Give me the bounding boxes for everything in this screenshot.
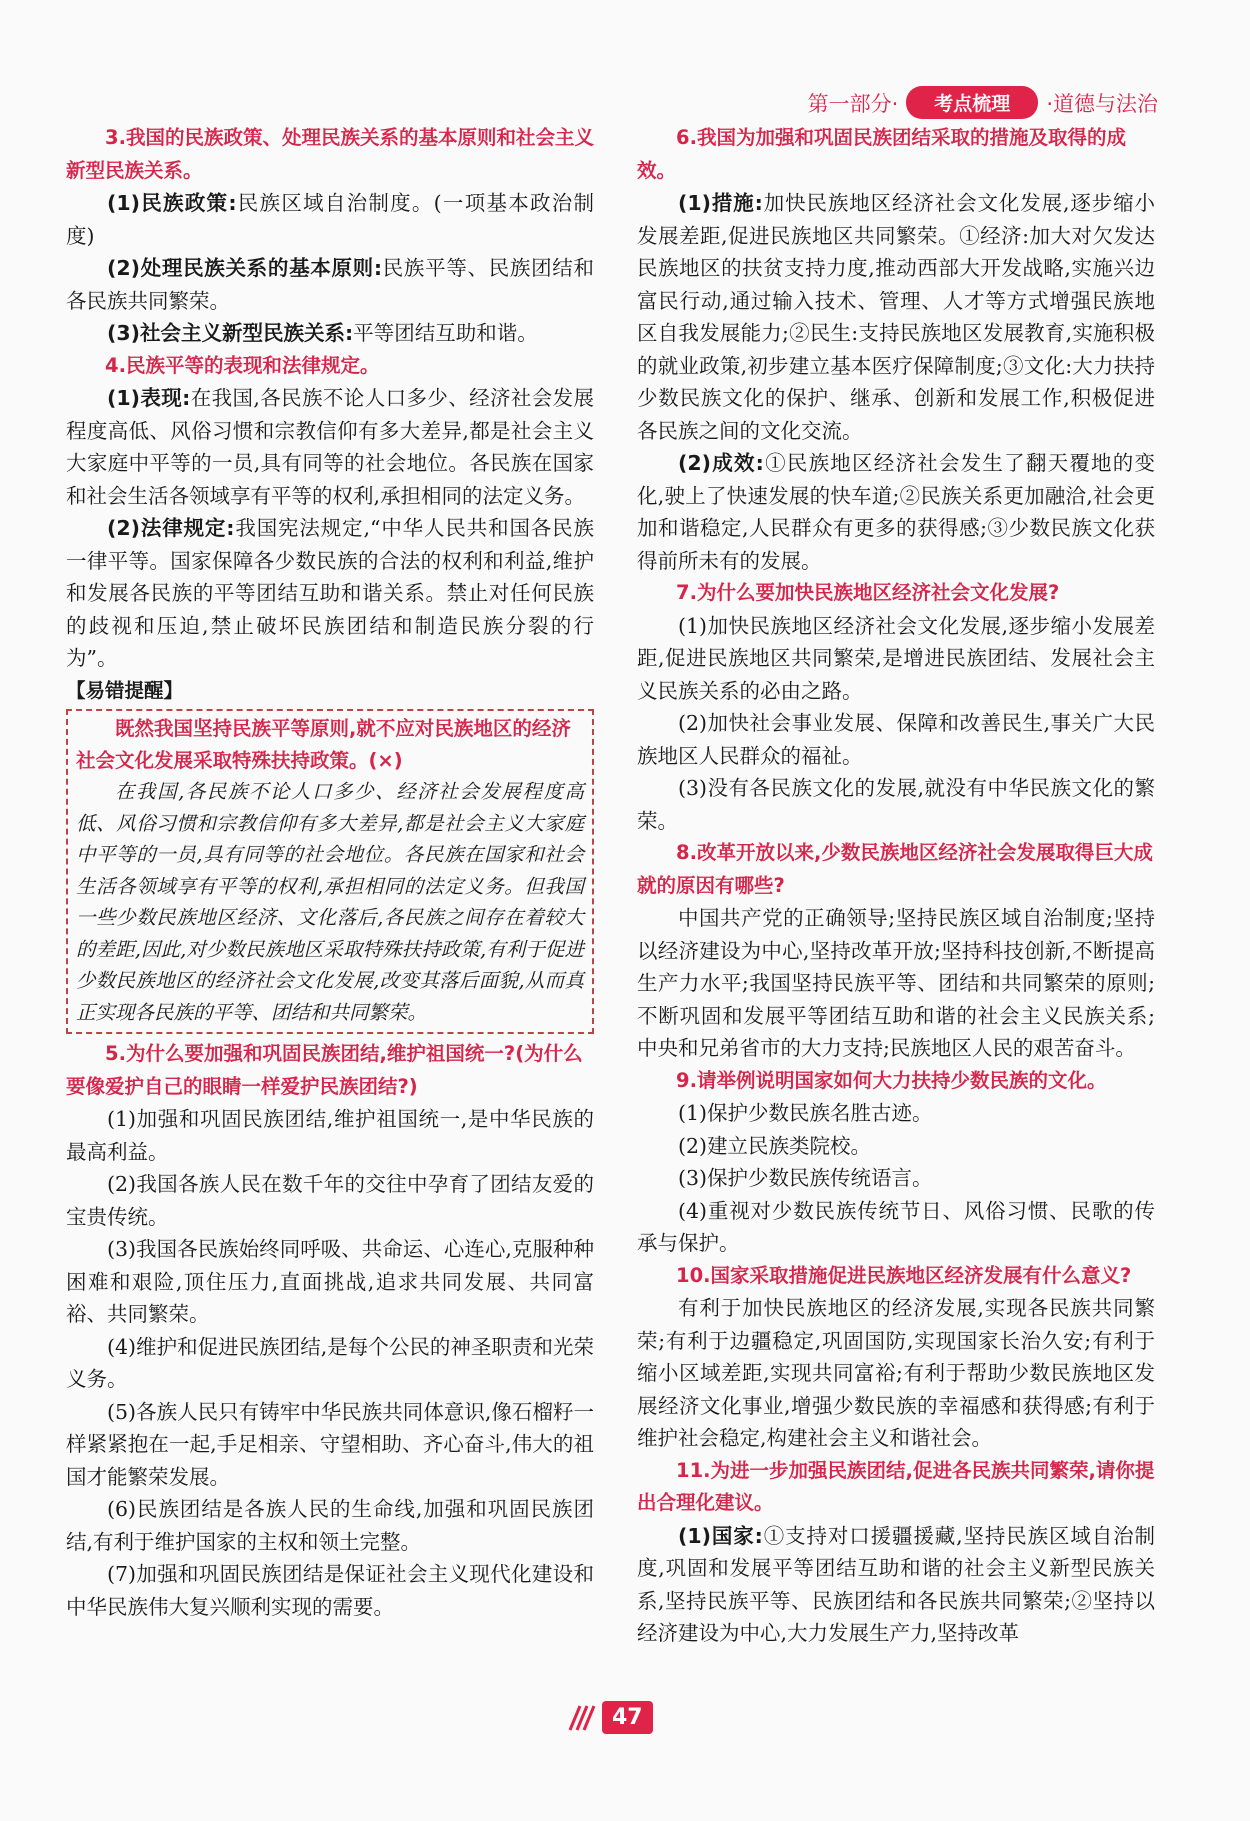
header-part: 第一部分· — [807, 91, 899, 116]
q5-p5: (5)各族人民只有铸牢中华民族共同体意识,像石榴籽一样紧紧抱在一起,手足相亲、守望相助、齐心奋斗,伟大的祖国才能繁荣发展。 — [66, 1399, 594, 1489]
header-subject: ·道德与法治 — [1046, 91, 1158, 116]
page-footer — [566, 1701, 653, 1734]
q5-p4: (4)维护和促进民族团结,是每个公民的神圣职责和光荣义务。 — [66, 1334, 594, 1391]
q9-p4: (4)重视对少数民族传统节日、风俗习惯、民歌的传承与保护。 — [637, 1198, 1155, 1255]
q4-p2: (2)法律规定:我国宪法规定,“中华人民共和国各民族一律平等。国家保障各少数民族的合法的权利和利益,维护和发展各民族的平等团结互助和谐关系。禁止对任何民族的歧视和压迫,禁止破坏民族团结和制造民族分裂的行为”。 — [66, 516, 595, 670]
q4-title: 4.民族平等的表现和法律规定。 — [105, 353, 380, 377]
page-number: 47 — [602, 1701, 653, 1734]
q11-p1: (1)国家:①支持对口援疆援藏,坚持民族区域自治制度,巩固和发展平等团结互助和谐的社会主义新型民族关系,坚持民族平等、民族团结和各民族共同繁荣;②坚持以经济建设为中心,大力发展生产力,坚持改革 — [637, 1523, 1156, 1645]
q6-title: 6.我国为加强和巩固民族团结采取的措施及取得的成效。 — [637, 126, 1126, 182]
q10-p1: 有利于加快民族地区的经济发展,实现各民族共同繁荣;有利于边疆稳定,巩固国防,实现国家长治久安;有利于缩小区域差距,实现共同富裕;有利于帮助少数民族地区发展经济文化事业,增强少数民族的幸福感和获得感;有利于维护社会稳定,构建社会主义和谐社会。 — [637, 1296, 1155, 1450]
q4-p1: (1)表现:在我国,各民族不论人口多少、经济社会发展程度高低、风俗习惯和宗教信仰有多大差异,都是社会主义大家庭中平等的一员,具有同等的社会地位。各民族在国家和社会生活各领域享有平等的权利,承担相同的法定义务。 — [66, 386, 595, 508]
header-badge: 考点梳理 — [906, 86, 1038, 119]
q7-p2: (2)加快社会事业发展、保障和改善民生,事关广大民族地区人民群众的福祉。 — [637, 711, 1155, 768]
q7-p1: (1)加快民族地区经济社会文化发展,逐步缩小发展差距,促进民族地区共同繁荣,是增进民族团结、发展社会主义民族关系的必由之路。 — [637, 613, 1155, 703]
tip-title: 【易错提醒】 — [66, 678, 184, 702]
q9-title: 9.请举例说明国家如何大力扶持少数民族的文化。 — [676, 1068, 1107, 1092]
q5-p2: (2)我国各族人民在数千年的交往中孕育了团结友爱的宝贵传统。 — [66, 1172, 594, 1229]
page-header — [808, 86, 1158, 119]
q6-p1: (1)措施:加快民族地区经济社会文化发展,逐步缩小发展差距,促进民族地区共同繁荣。①经济:加大对欠发达民族地区的扶贫支持力度,推动西部大开发战略,实施兴边富民行动,通过输入技术、管理、人才等方式增强民族地区自我发展能力;②民生:支持民族地区发展教育,实施积极的就业政策,初步建立基本医疗保障制度;③文化:大力扶持少数民族文化的保护、继承、创新和发展工作,积极促进各民族之间的文化交流。 — [637, 191, 1156, 443]
q5-p6: (6)民族团结是各族人民的生命线,加强和巩固民族团结,有利于维护国家的主权和领土完整。 — [66, 1497, 594, 1554]
q10-title: 10.国家采取措施促进民族地区经济发展有什么意义? — [676, 1263, 1132, 1287]
right-column — [637, 122, 1155, 1650]
q7-p3: (3)没有各民族文化的发展,就没有中华民族文化的繁荣。 — [637, 776, 1155, 833]
q9-p2: (2)建立民族类院校。 — [678, 1133, 872, 1158]
q5-p1: (1)加强和巩固民族团结,维护祖国统一,是中华民族的最高利益。 — [66, 1107, 594, 1164]
q3-title: 3.我国的民族政策、处理民族关系的基本原则和社会主义新型民族关系。 — [66, 126, 594, 182]
q11-title: 11.为进一步加强民族团结,促进各民族共同繁荣,请你提出合理化建议。 — [637, 1458, 1155, 1514]
q8-p1: 中国共产党的正确领导;坚持民族区域自治制度;坚持以经济建设为中心,坚持改革开放;坚持科技创新,不断提高生产力水平;我国坚持民族平等、团结和共同繁荣的原则;不断巩固和发展平等团结互助和谐的社会主义民族关系;中央和兄弟省市的大力支持;民族地区人民的艰苦奋斗。 — [637, 906, 1155, 1060]
q5-p3: (3)我国各民族始终同呼吸、共命运、心连心,克服种种困难和艰险,顶住压力,直面挑战,追求共同发展、共同富裕、共同繁荣。 — [66, 1237, 594, 1326]
q6-p2: (2)成效:①民族地区经济社会发生了翻天覆地的变化,驶上了快速发展的快车道;②民族关系更加融洽,社会更加和谐稳定,人民群众有更多的获得感;③少数民族文化获得前所未有的发展。 — [637, 451, 1156, 573]
q5-title: 5.为什么要加强和巩固民族团结,维护祖国统一?(为什么要像爱护自己的眼睛一样爱护民族团结?) — [66, 1042, 583, 1098]
tip-text: 在我国,各民族不论人口多少、经济社会发展程度高低、风俗习惯和宗教信仰有多大差异,都是社会主义大家庭中平等的一员,具有同等的社会地位。各民族在国家和社会生活各领域享有平等的权利,承担相同的法定义务。但我国一些少数民族地区经济、文化落后,各民族之间存在着较大的差距,因此,对少数民族地区采取特殊扶持政策,有利于促进少数民族地区的经济社会文化发展,改变其落后面貌,从而真正实现各民族的平等、团结和共同繁荣。 — [76, 780, 584, 1024]
q3-p1: (1)民族政策:民族区域自治制度。(一项基本政治制度) — [66, 191, 595, 248]
q7-title: 7.为什么要加快民族地区经济社会文化发展? — [676, 581, 1060, 604]
q9-p3: (3)保护少数民族传统语言。 — [678, 1166, 933, 1190]
q3-p3: (3)社会主义新型民族关系:平等团结互助和谐。 — [107, 321, 538, 345]
left-column — [66, 122, 594, 1623]
q5-p7: (7)加强和巩固民族团结是保证社会主义现代化建设和中华民族伟大复兴顺利实现的需要。 — [66, 1562, 594, 1619]
tip-box — [66, 709, 594, 1034]
q9-p1: (1)保护少数民族名胜古迹。 — [678, 1101, 933, 1125]
q8-title: 8.改革开放以来,少数民族地区经济社会发展取得巨大成就的原因有哪些? — [637, 841, 1153, 897]
q3-p2: (2)处理民族关系的基本原则:民族平等、民族团结和各民族共同繁荣。 — [66, 256, 594, 313]
tip-question: 既然我国坚持民族平等原则,就不应对民族地区的经济社会文化发展采取特殊扶持政策。(×) — [76, 717, 571, 772]
stripes-icon — [566, 1702, 600, 1734]
